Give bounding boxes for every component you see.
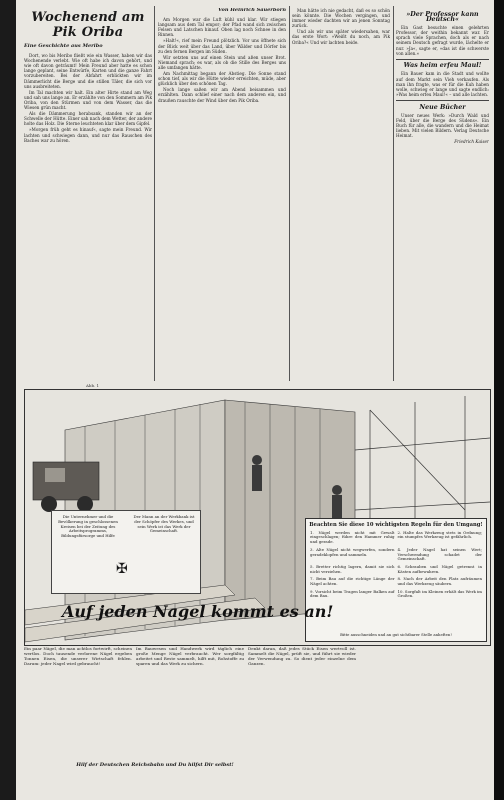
rule-item: 8. Nach der Arbeit den Platz aufräumen und das Werkzeug säubern. (397, 576, 482, 587)
story-paragraph: Man hätte ich nie gedacht, daß es so schön sein könnte. Die Wochen vergingen, und immer wieder dachten wir an jenen Sonntag zurück. (292, 8, 390, 29)
infobox-right-text: Der Mann an der Werkbank ist der Schöpfer des Werkes, und sein Werk ist das Werk der Gemeinschaft. (133, 514, 195, 534)
side-heading-books: Neue Bücher (419, 103, 466, 111)
ad-text-column-1: Ein paar Nägel, die man achtlos fortwirft, scheinen wertlos. Doch tausende verlorene Nägel ergeben Tonnen Eisen, die unserer Wirtschaft fehlen. Darum: jeder Nagel wird gebraucht! (24, 646, 132, 667)
side-signature: Friedrich Kaiser (454, 139, 489, 145)
story-paragraph: »Morgen früh geht es hinauf«, sagte mein Freund. Wir lachten und schwiegen dann, und nur das Rauschen des Baches war zu hören. (24, 127, 152, 143)
story-paragraph: Am Nachmittag begann der Abstieg. Die Sonne stand schon tief, als wir die Hütte wieder erreichten, müde, aber glücklich über den schönen Tag. (158, 71, 286, 87)
story-paragraph: Dort, wo bis Meribo fließt wie ein Wasser, haben wir das Wochenende verlebt. Wie oft habe ich davon gehört, und wie oft davon geträumt! Mein Freund aber hatte es schon lange geplant, seine Entwürfe, Karten und die ganze Fahrt vorzubereiten. Bei der Abfahrt erblickten wir im Dämmerlicht die Berge und die stillen Täler, die sich vor uns ausbreiteten. (24, 53, 152, 89)
rule-item: 1. Nägel werden nicht mit Gewalt eingeschlagen; führe den Hammer ruhig und gerade. (310, 529, 395, 545)
column-divider (154, 6, 155, 381)
side-paragraph: Ein Bauer kam in die Stadt und wollte auf dem Markt sein Vieh verkaufen. Als man ihn fragte, was er für die Kuh haben wolle, schwieg er lange und sagte endlich: »Was heim erfeu Maul!« – und alle lachten. (396, 71, 489, 97)
figure-caption: Abb. 1 (86, 383, 100, 388)
rules-box (305, 518, 487, 642)
rule-item: 6. Schrauben und Nägel getrennt in Kästen aufbewahren. (397, 563, 482, 574)
column-divider (393, 6, 394, 381)
rules-footer: Bitte ausschneiden und an gut sichtbarer Stelle anheften! (340, 632, 452, 638)
main-story-column-1 (24, 8, 152, 144)
rules-title: Beachten Sie diese 10 wichtigsten Regeln für den Umgang! (309, 522, 483, 528)
rule-item: 2. Halte das Werkzeug stets in Ordnung; ein stumpfes Werkzeug ist gefährlich. (397, 529, 482, 540)
rule-item: 10. Sorgfalt im Kleinen erhält das Werk im Großen. (397, 588, 482, 599)
rule-item: 7. Beim Bau auf die richtige Länge der Nägel achten. (310, 576, 395, 587)
rule-item: 5. Bretter richtig lagern, damit sie sich nicht verziehen. (310, 563, 395, 574)
story-paragraph: Noch lange saßen wir am Abend beisammen und erzählten. Dann schlief einer nach dem anderen ein, und draußen rauschte der Wind über den Pik Oriba. (158, 87, 286, 103)
side-heading-professor: »Der Professor kann Deutsch« (406, 11, 479, 24)
caption-infobox (51, 510, 201, 594)
story-paragraph: Und als wir uns später wiedersahen, war das erste Wort: »Weißt du noch, am Pik Oriba?« Und wir lachten beide. (292, 29, 390, 45)
main-story-column-3 (292, 8, 390, 46)
side-column (396, 8, 489, 144)
rules-list (306, 531, 486, 599)
column-divider (289, 6, 290, 381)
ad-headline: Auf jeden Nagel kommt es an! (62, 602, 334, 621)
story-paragraph: Am Morgen war die Luft kühl und klar. Wir stiegen langsam aus dem Tal empor; der Pfad wand sich zwischen Felsen und Latschen hinauf. Oben lag noch Schnee in den Rinnen. (158, 17, 286, 38)
scan-binding-edge (494, 0, 504, 800)
story-paragraph: Im Tal machten wir halt. Ein alter Hirte stand am Weg und sah uns lange an. Er erzählte von den Sommern am Pik Oriba, von den Stürmen und von dem Wasser, das die Wiesen grün macht. (24, 89, 152, 111)
main-story-title: Wochenend am Pik Oriba (31, 10, 145, 40)
story-subtitle: Eine Geschichte aus Meribo (24, 43, 103, 49)
story-author: Von Heinrich Sauerborn (218, 8, 286, 13)
story-paragraph: Wir setzten uns auf einen Stein und aßen unser Brot. Niemand sprach; es war, als ob die Stille des Berges uns alle umfangen hätte. (158, 54, 286, 70)
rule-item: 3. Alte Nägel nicht wegwerfen, sondern geradeklopfen und sammeln. (310, 546, 395, 557)
newspaper-page (16, 0, 494, 800)
divider (396, 59, 489, 60)
ad-slogan: Hilf der Deutschen Reichsbahn und Du hilfst Dir selbst! (76, 762, 234, 768)
author-line (158, 8, 286, 13)
infobox-left-text: Die Unternehmer und die Bevölkerung in geschlossenen Kreisen bei der Zeitung des Arbeitsprogramms, Bildungsfürsorge und Hilfe (58, 514, 118, 539)
main-story-column-2 (158, 8, 286, 104)
ad-text-column-2: Im Bauwesen und Handwerk wird täglich eine große Menge Nägel verbraucht. Wer sorgfältig arbeitet und Reste sammelt, hilft mit, Rohstoffe zu sparen und das Werk zu sichern. (136, 646, 244, 667)
story-paragraph: »Halt!«, rief mein Freund plötzlich. Vor uns öffnete sich der Blick weit über das Land, über Wälder und Dörfer bis zu den fernen Bergen im Süden. (158, 38, 286, 54)
ad-text-column-3: Denkt daran, daß jedes Stück Eisen wertvoll ist. Sammelt die Nägel, prüft sie, und führt sie wieder der Verwendung zu. So dient jeder einzelne dem Ganzen. (248, 646, 356, 667)
side-paragraph: Unser neues Werk: »Durch Wald und Feld, über die Berge des Südens«. Ein Buch für alle, die wandern und die Heimat lieben. Mit vielen Bildern. Verlag Deutsche Heimat. (396, 112, 489, 138)
side-heading-maul: Was heim erfeu Maul! (403, 62, 482, 70)
divider (396, 100, 489, 101)
side-paragraph: Ein Gast besuchte einen gelehrten Professor, der weithin bekannt war. Er sprach viele Sprachen, doch als er nach seinem Deutsch gefragt wurde, lächelte er nur. »Ja«, sagte er, »das ist die schwerste von allen.« (396, 25, 489, 56)
rule-item: 9. Vorsicht beim Tragen langer Balken auf dem Bau. (310, 588, 395, 599)
byline (24, 44, 152, 49)
story-paragraph: Als die Dämmerung herabsank, standen wir an der Schwelle der Hütte. Einer sah nach dem Wetter, der andere holte das Holz. Die Sterne leuchteten klar über dem Gipfel. (24, 111, 152, 127)
rule-item: 4. Jeder Nagel hat seinen Wert; Verschwendung schadet der Gemeinschaft. (397, 546, 482, 562)
eagle-emblem-icon: ✠ (116, 561, 128, 577)
